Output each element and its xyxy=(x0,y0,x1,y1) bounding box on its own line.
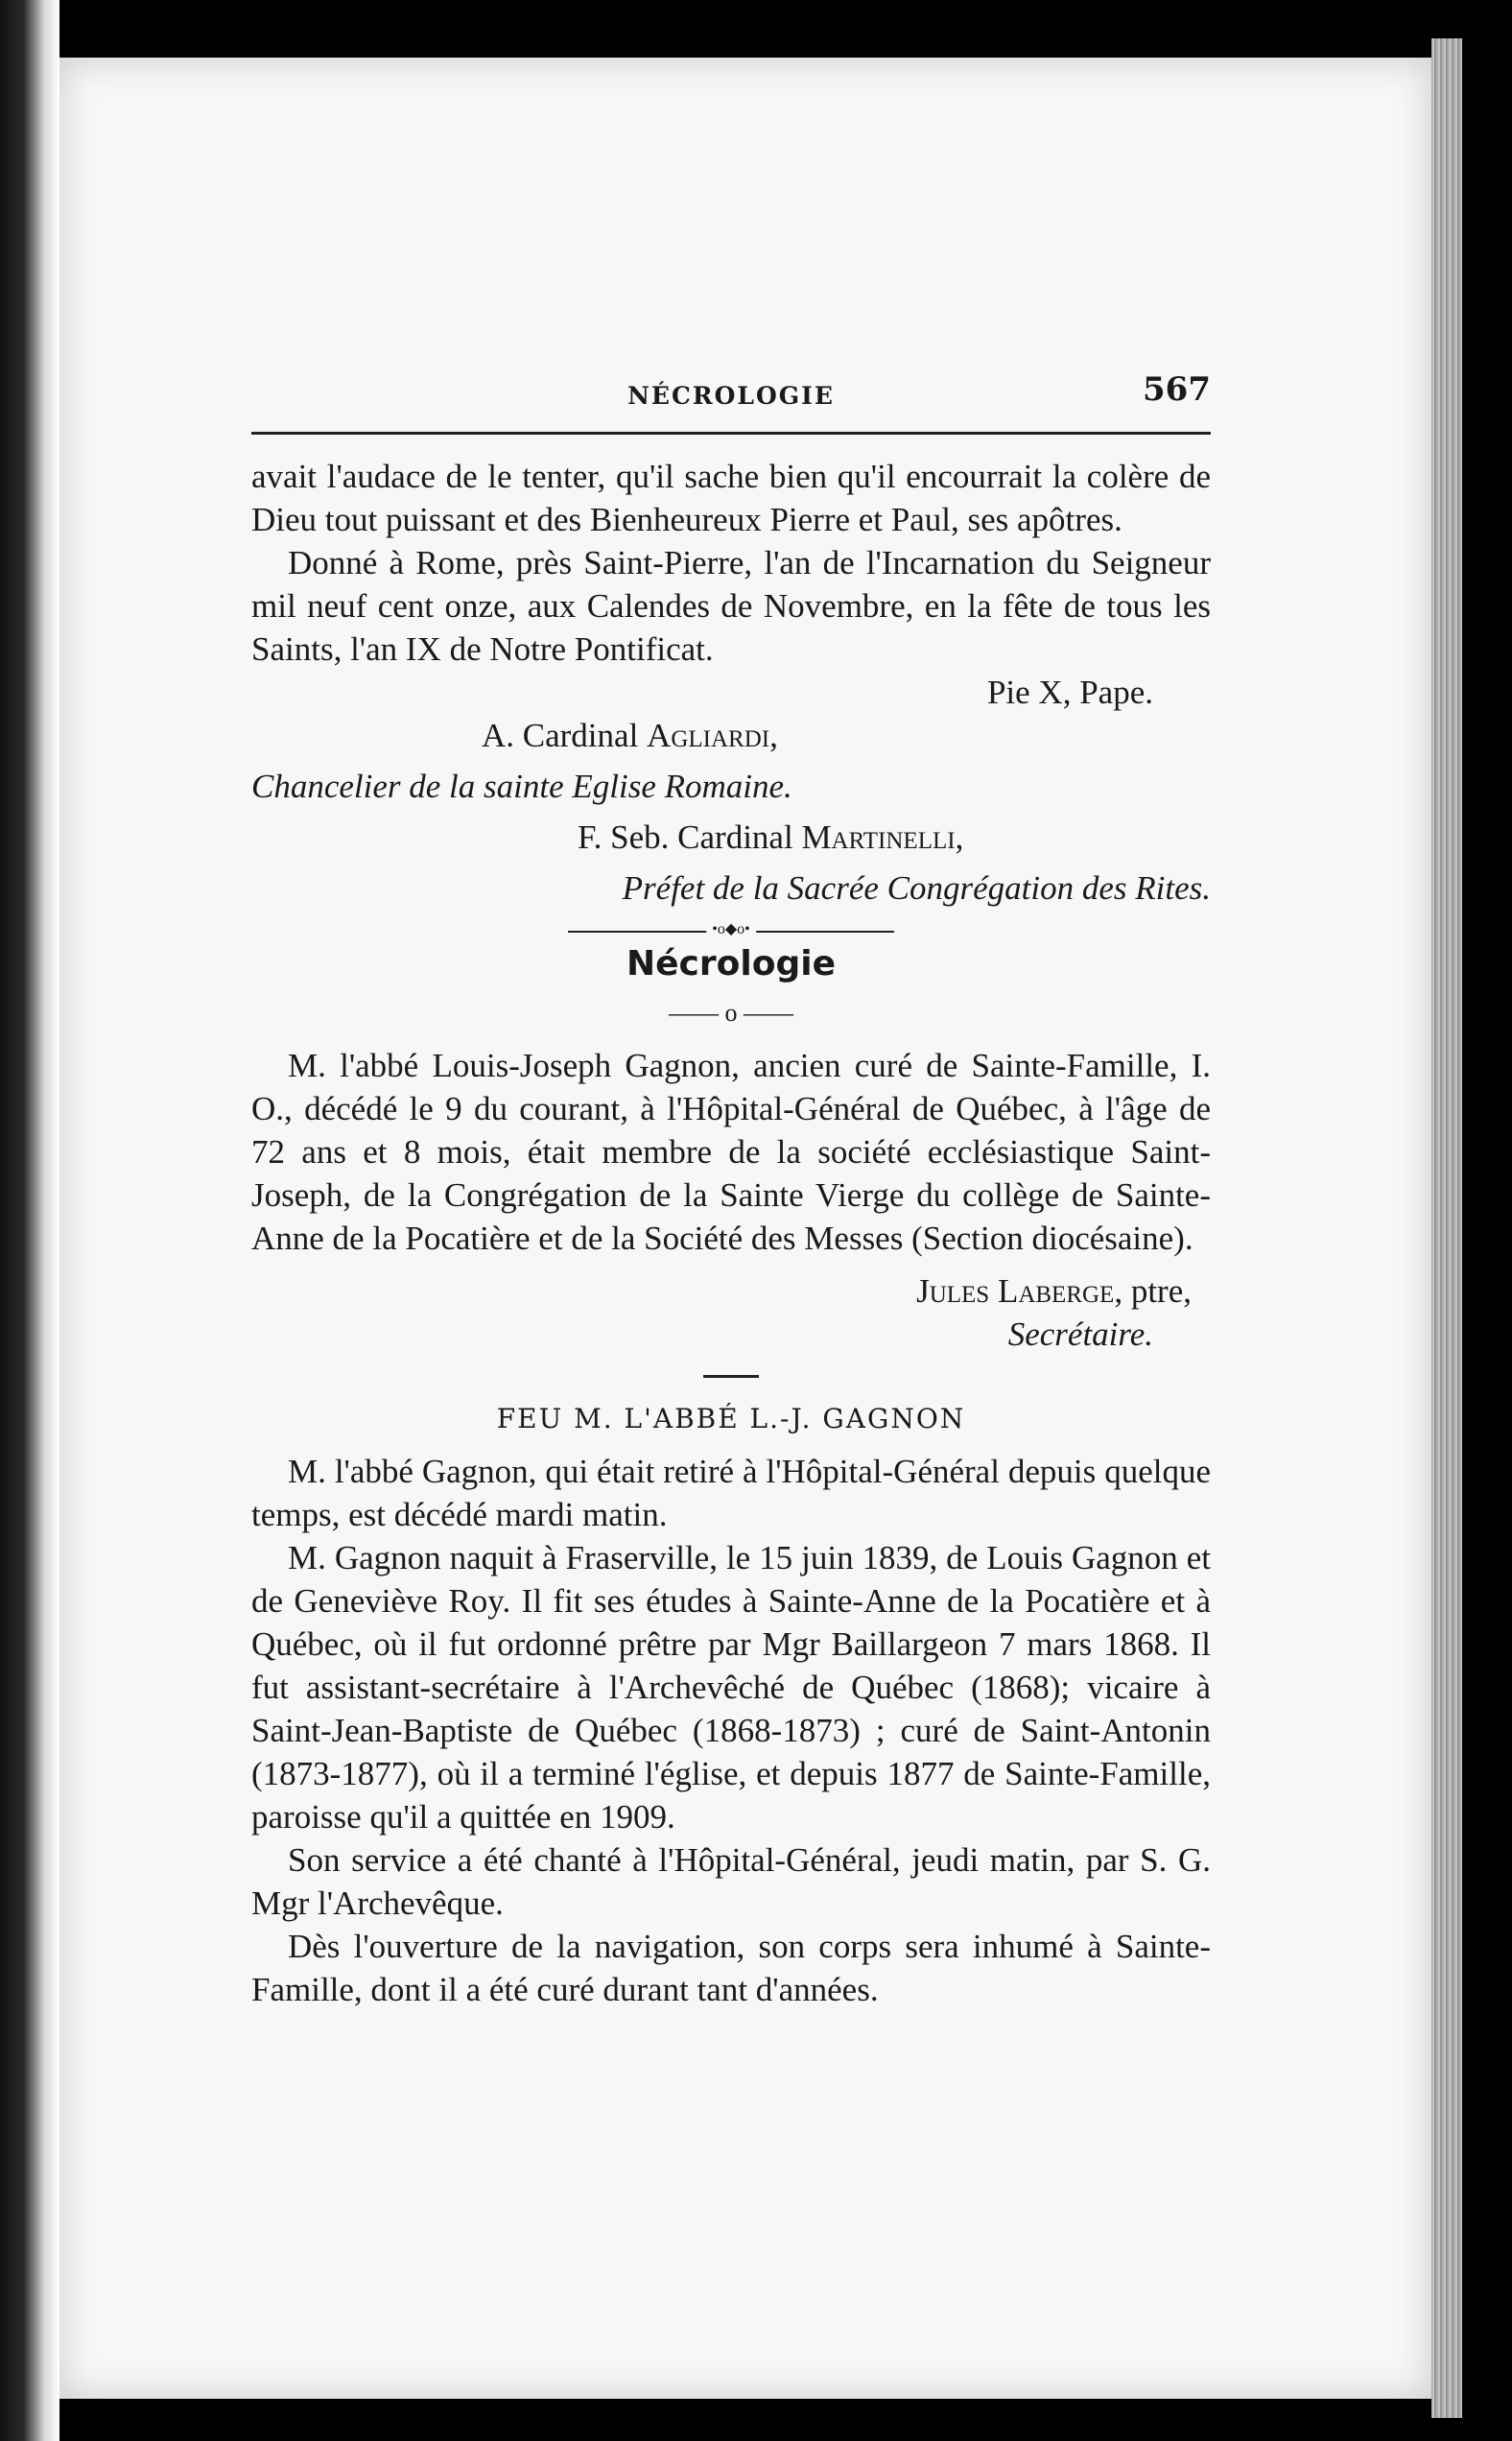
page-edges-right xyxy=(1431,38,1462,2418)
running-title: NÉCROLOGIE xyxy=(627,382,835,410)
cardinal-martinelli-signature xyxy=(251,816,1211,859)
running-header xyxy=(251,370,1211,422)
header-rule xyxy=(251,432,1211,435)
obituary xyxy=(251,1450,1211,2011)
notice-signer xyxy=(251,1269,1211,1313)
ornament-glyph: •o◆o• xyxy=(706,919,756,940)
obituary-paragraph: M. Gagnon naquit à Fraserville, le 15 juin 1839, de Louis Gagnon et de Geneviève Roy. Il fit ses études à Sainte-Anne de la Pocatière et à Québec, où il fut ordonné prêtre par Mgr Baillargeon 7 mars 1868. Il fut assistant-secrétaire à l'Archevêché de Québec (1868); vicaire à Saint-Jean-Baptiste de Québec (1868-1873) ; curé de Saint-Antonin (1873-1877), où il a terminé l'église, et depuis 1877 de Sainte-Famille, paroisse qu'il a quittée en 1909. xyxy=(251,1539,1211,1836)
bull-paragraph: avait l'audace de le tenter, qu'il sache bien qu'il encourrait la colère de Dieu tout puissant et des Bienheureux Pierre et Paul, ses apôtres. xyxy=(251,458,1211,538)
short-divider xyxy=(703,1375,759,1378)
signature-name: Martinelli, xyxy=(801,818,964,856)
circle-divider: —— o —— xyxy=(669,999,793,1027)
page-content xyxy=(251,370,1211,2011)
signature-prefix: A. Cardinal xyxy=(482,717,648,754)
signer-name: Jules Laberge xyxy=(916,1272,1115,1310)
signer-title: Secrétaire. xyxy=(1007,1315,1153,1353)
signature-prefix: F. Seb. Cardinal xyxy=(578,818,802,856)
notice-paragraph: M. l'abbé Louis-Joseph Gagnon, ancien curé de Sainte-Famille, I. O., décédé le 9 du courant, à l'Hôpital-Général de Québec, à l'âge de 72 ans et 8 mois, était membre de la société ecclésiastique Saint-Joseph, de la Congrégation de la Sainte Vierge du collège de Sainte-Anne de la Pocatière et de la Société des Messes (Section diocésaine). xyxy=(251,1047,1211,1257)
obituary-heading: FEU M. L'ABBÉ L.-J. GAGNON xyxy=(496,1403,966,1434)
signer-suffix: , ptre, xyxy=(1114,1272,1192,1310)
chancellor-title: Chancelier de la sainte Eglise Romaine. xyxy=(251,768,792,805)
page-number: 567 xyxy=(1143,370,1211,409)
book-page xyxy=(59,58,1431,2399)
cardinal-agliardi-signature xyxy=(251,714,1211,757)
prefect-title: Préfet de la Sacrée Congrégation des Rites. xyxy=(622,869,1211,907)
ornament-divider xyxy=(568,921,894,937)
obituary-paragraph: Dès l'ouverture de la navigation, son corps sera inhumé à Sainte-Famille, dont il a été curé durant tant d'années. xyxy=(251,1928,1211,2008)
bull-dating-paragraph: Donné à Rome, près Saint-Pierre, l'an de l'Incarnation du Seigneur mil neuf cent onze, aux Calendes de Novembre, en la fête de tous les Saints, l'an IX de Notre Pontificat. xyxy=(251,544,1211,668)
obituary-paragraph: Son service a été chanté à l'Hôpital-Général, jeudi matin, par S. G. Mgr l'Archevêque. xyxy=(251,1841,1211,1922)
book-spine-left xyxy=(0,0,59,2441)
pope-signature: Pie X, Pape. xyxy=(986,674,1153,711)
signature-name: Agliardi, xyxy=(647,717,778,754)
death-notice xyxy=(251,1044,1211,1356)
bull-ending xyxy=(251,455,1211,910)
section-title: Nécrologie xyxy=(626,944,836,984)
obituary-paragraph: M. l'abbé Gagnon, qui était retiré à l'Hôpital-Général depuis quelque temps, est décédé mardi matin. xyxy=(251,1453,1211,1533)
